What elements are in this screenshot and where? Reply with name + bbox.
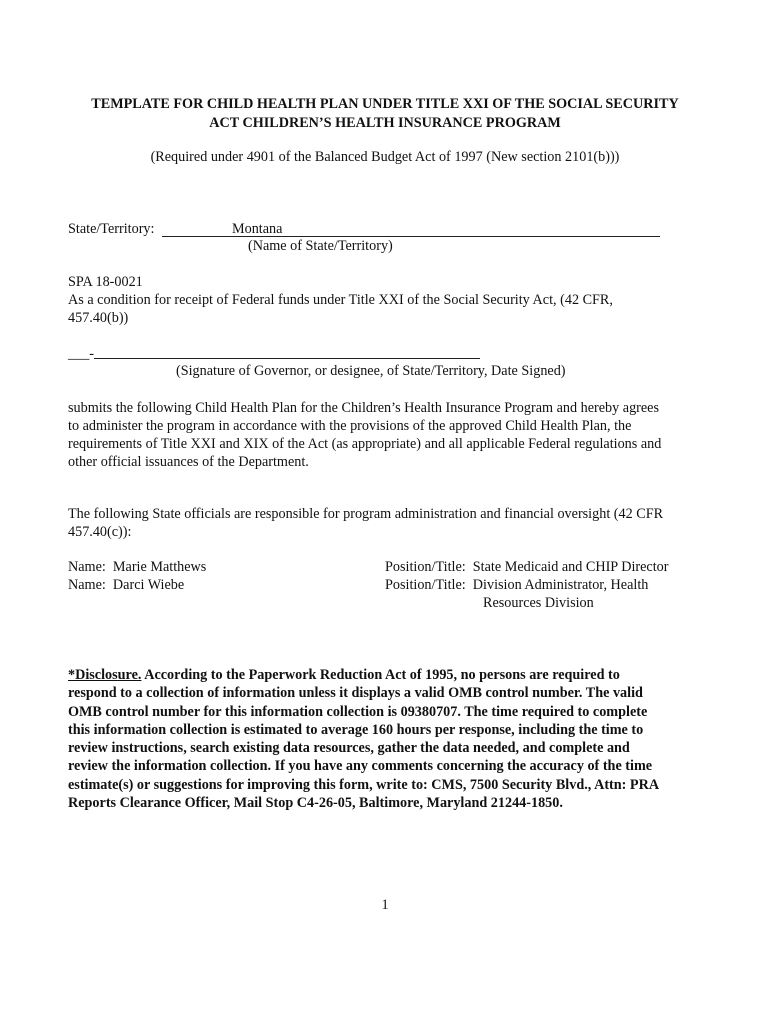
signature-blank: ___- (68, 346, 95, 362)
disclosure-line (68, 666, 708, 684)
official-row (68, 558, 206, 576)
spa-condition-line-1: As a condition for receipt of Federal funds under Title XXI of the Social Security Act, (42 CFR, (68, 292, 613, 308)
disclosure-line: review instructions, search existing data resources, gather the data needed, and complete and (68, 740, 630, 757)
document-subtitle: (Required under 4901 of the Balanced Budget Act of 1997 (New section 2101(b))) (150, 149, 620, 165)
official-name: Marie Matthews (112, 559, 207, 575)
official-row (68, 576, 184, 594)
title-line-2: ACT CHILDREN’S HEALTH INSURANCE PROGRAM (209, 115, 561, 131)
submits-line: requirements of Title XXI and XIX of the Act (as appropriate) and all applicable Federal regulations and (68, 436, 662, 452)
submits-line: other official issuances of the Department. (68, 454, 309, 470)
state-caption: (Name of State/Territory) (248, 238, 393, 254)
officials-intro-line: 457.40(c)): (68, 524, 132, 540)
official-name-label: Name: (68, 559, 106, 575)
disclosure-line: OMB control number for this information collection is 09380707. The time required to complete (68, 703, 648, 720)
officials-intro-line: The following State officials are responsible for program administration and financial oversight (42 CFR (68, 506, 664, 522)
submits-line: to administer the program in accordance with the provisions of the approved Child Health Plan, the (68, 418, 632, 434)
disclosure-line: respond to a collection of information unless it displays a valid OMB control number. The valid (68, 685, 643, 702)
signature-line (94, 358, 480, 359)
page-number: 1 (381, 897, 389, 913)
official-position-title: State Medicaid and CHIP Director (472, 559, 669, 575)
disclosure-paragraph (68, 666, 708, 812)
submits-line: submits the following Child Health Plan for the Children’s Health Insurance Program and hereby agrees (68, 400, 660, 416)
title-line-1: TEMPLATE FOR CHILD HEALTH PLAN UNDER TITLE XXI OF THE SOCIAL SECURITY (91, 96, 679, 112)
disclosure-line-1-text: According to the Paperwork Reduction Act of 1995, no persons are required to (141, 667, 620, 683)
spa-condition-line-2: 457.40(b)) (68, 310, 129, 326)
official-position-label: Position/Title: (385, 559, 466, 575)
official-position (385, 558, 668, 576)
official-position-title: Division Administrator, Health (472, 577, 649, 593)
official-name: Darci Wiebe (112, 577, 185, 593)
disclosure-line: review the information collection. If you have any comments concerning the accuracy of the time (68, 758, 653, 775)
official-position (385, 576, 648, 594)
official-name-label: Name: (68, 577, 106, 593)
disclosure-line: Reports Clearance Officer, Mail Stop C4-26-05, Baltimore, Maryland 21244-1850. (68, 795, 563, 812)
official-position-label: Position/Title: (385, 577, 466, 593)
signature-caption: (Signature of Governor, or designee, of State/Territory, Date Signed) (176, 363, 566, 379)
officials-intro (68, 505, 708, 541)
disclosure-heading: *Disclosure. (68, 667, 142, 683)
official-position-title-continued: Resources Division (483, 595, 594, 611)
state-value: Montana (232, 221, 283, 237)
disclosure-line: estimate(s) or suggestions for improving this form, write to: CMS, 7500 Security Blvd., Attn: PRA (68, 776, 660, 793)
state-label: State/Territory: (68, 221, 155, 237)
spa-number: SPA 18-0021 (68, 274, 143, 290)
document-title (40, 95, 730, 133)
disclosure-line: this information collection is estimated to average 160 hours per response, including the time to (68, 721, 644, 738)
submits-paragraph (68, 399, 708, 471)
